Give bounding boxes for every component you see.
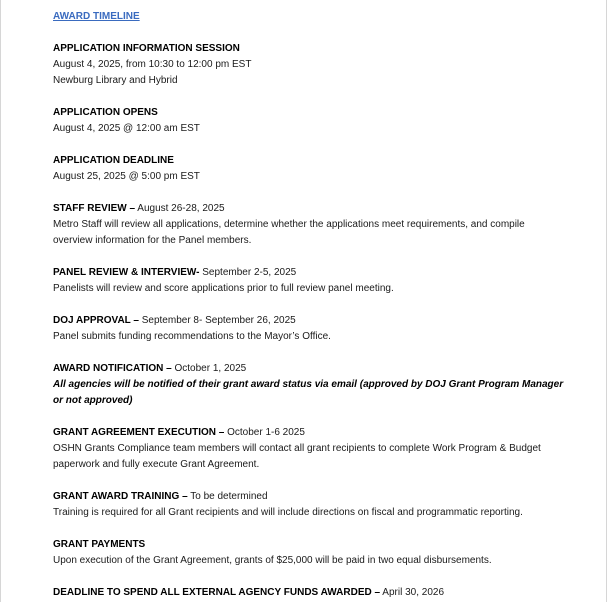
section-heading-line [53,201,566,217]
timeline-section [53,41,566,89]
section-body-line: All agencies will be notified of their grant award status via email (approved by DOJ Grant Program Manager [53,379,564,390]
section-body [53,281,566,297]
section-body-line: August 4, 2025, from 10:30 to 12:00 pm EST [53,59,252,70]
section-date: October 1-6 2025 [224,427,305,438]
section-body [53,377,566,409]
section-title: PANEL REVIEW & INTERVIEW- [53,267,200,278]
section-heading-line [53,153,566,169]
section-title: GRANT AGREEMENT EXECUTION – [53,427,225,438]
timeline-sections [53,41,566,601]
section-body-line: Panelists will review and score applications prior to full review panel meeting. [53,283,394,294]
section-body [53,121,566,137]
section-heading-line [53,537,566,553]
section-body-line: overview information for the Panel members. [53,235,252,246]
section-date: October 1, 2025 [171,363,247,374]
timeline-section [53,265,566,297]
section-heading-line [53,361,566,377]
section-body [53,505,566,521]
section-title: APPLICATION OPENS [53,107,158,118]
section-date: April 30, 2026 [380,587,445,598]
section-date: To be determined [187,491,268,502]
section-body [53,169,566,185]
section-body-line: August 25, 2025 @ 5:00 pm EST [53,171,200,182]
section-body-line: Upon execution of the Grant Agreement, grants of $25,000 will be paid in two equal disbursements. [53,555,492,566]
section-body [53,329,566,345]
section-body [53,57,566,89]
section-date: August 26-28, 2025 [135,203,225,214]
section-title: DOJ APPROVAL – [53,315,139,326]
timeline-section [53,425,566,473]
timeline-section [53,313,566,345]
timeline-section [53,201,566,249]
document-header-row [53,9,566,25]
section-heading-line [53,425,566,441]
section-body-line: Metro Staff will review all applications, determine whether the applications meet requirements, and compile [53,219,525,230]
section-heading-line [53,265,566,281]
section-body-line: or not approved) [53,395,133,406]
section-body-line: Newburg Library and Hybrid [53,75,178,86]
timeline-section [53,153,566,185]
section-body [53,217,566,249]
section-heading-line [53,105,566,121]
section-body-line: paperwork and fully execute Grant Agreement. [53,459,260,470]
section-title: DEADLINE TO SPEND ALL EXTERNAL AGENCY FUNDS AWARDED – [53,587,381,598]
section-body-line: Training is required for all Grant recipients and will include directions on fiscal and programmatic reporting. [53,507,523,518]
section-title: APPLICATION INFORMATION SESSION [53,43,240,54]
section-title: APPLICATION DEADLINE [53,155,174,166]
section-title: STAFF REVIEW – [53,203,136,214]
section-body [53,441,566,473]
section-body [53,553,566,569]
award-timeline-link[interactable]: AWARD TIMELINE [53,11,140,22]
section-title: GRANT AWARD TRAINING – [53,491,188,502]
section-heading-line [53,313,566,329]
timeline-section [53,585,566,601]
timeline-section [53,537,566,569]
section-title: AWARD NOTIFICATION – [53,363,172,374]
section-heading-line [53,41,566,57]
timeline-section [53,489,566,521]
section-heading-line [53,489,566,505]
timeline-section [53,105,566,137]
timeline-section [53,361,566,409]
section-title: GRANT PAYMENTS [53,539,146,550]
section-body-line: OSHN Grants Compliance team members will contact all grant recipients to complete Work Program & Budget [53,443,541,454]
section-body-line: Panel submits funding recommendations to the Mayor’s Office. [53,331,331,342]
section-body-line: August 4, 2025 @ 12:00 am EST [53,123,200,134]
section-heading-line [53,585,566,601]
section-date: September 2-5, 2025 [199,267,297,278]
section-date: September 8- September 26, 2025 [138,315,296,326]
